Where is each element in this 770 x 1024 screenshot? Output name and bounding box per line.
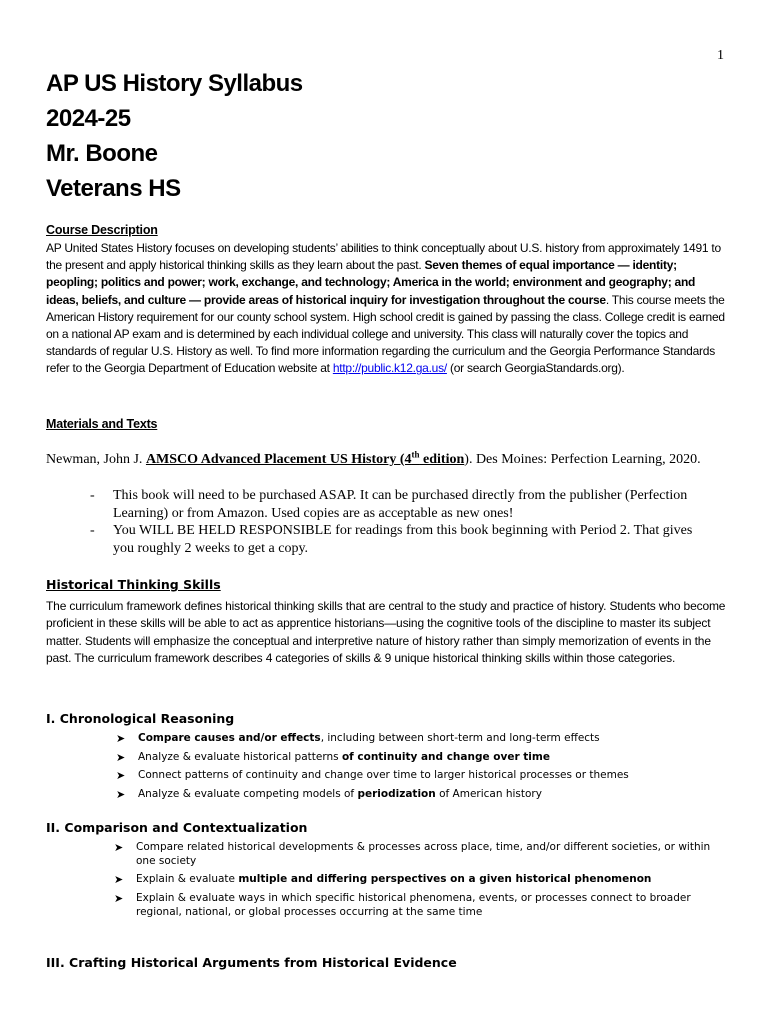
item-post: , including between short-term and long-term effects (320, 732, 600, 744)
materials-heading: Materials and Texts (46, 417, 158, 431)
course-description-themes: Seven themes of equal importance — identity; peopling; politics and power; work, exchange, and technology; America in the world; environment and geography; and ideas, beliefs, and culture — provide areas of historical inquiry for investigation throughout the course (46, 258, 696, 307)
arrow-bullet-icon: ➤ (116, 769, 126, 782)
item-pre: Compare related historical developments & processes across place, time, and/or different societies, or within one society (136, 841, 711, 867)
title-line-school: Veterans HS (46, 175, 181, 202)
materials-bullet-text: This book will need to be purchased ASAP. It can be purchased directly from the publisher (Perfection Learning) or from Amazon. Used copies are as acceptable as new ones! (113, 488, 688, 521)
item-text (136, 892, 724, 919)
materials-bullet-1 (90, 487, 710, 522)
georgia-doe-link[interactable]: http://public.k12.ga.us/ (332, 361, 447, 376)
section-2-item-2 (114, 873, 724, 887)
item-text (136, 873, 724, 887)
course-description-paragraph (46, 240, 728, 378)
item-pre: Analyze & evaluate competing models of (138, 788, 358, 800)
item-text (138, 732, 716, 746)
item-pre: Analyze & evaluate historical patterns (138, 751, 342, 763)
item-bold: Compare causes and/or effects (138, 732, 321, 744)
item-pre: Explain & evaluate ways in which specific historical phenomena, events, or processes connect to broader regional, national, or global processes occurring at the same time (136, 892, 691, 918)
book-title-end: edition (419, 452, 465, 467)
item-text (138, 751, 716, 765)
arrow-bullet-icon: ➤ (116, 788, 126, 801)
item-bold: periodization (357, 788, 436, 800)
section-3-heading: III. Crafting Historical Arguments from Historical Evidence (46, 955, 457, 970)
title-line-year: 2024-25 (46, 105, 131, 132)
section-1-item-2 (116, 751, 716, 765)
textbook-citation (46, 451, 736, 469)
section-2-heading: II. Comparison and Contextualization (46, 820, 308, 835)
materials-bullet-2 (90, 522, 710, 557)
item-post: of American history (435, 788, 542, 800)
section-1-heading: I. Chronological Reasoning (46, 711, 235, 726)
course-description-text-2: . This course meets the American History requirement for our county school system. High school credit is gained by passing the class. College credit is earned on a national AP exam and is determined by each individual college and university. This class will naturally cover the topics and standards of regular U.S. History as well. To find more information regarding the curriculum and the Georgia Performance Standards refer to the Georgia Department of Education website at (46, 292, 725, 376)
page-number: 1 (717, 48, 724, 63)
arrow-bullet-icon: ➤ (116, 732, 126, 745)
dash-marker: - (90, 523, 95, 538)
citation-author: Newman, John J. (46, 452, 146, 467)
arrow-bullet-icon: ➤ (114, 873, 124, 886)
citation-publisher: ). Des Moines: Perfection Learning, 2020. (464, 452, 701, 467)
section-1-item-4 (116, 788, 716, 802)
item-text (138, 788, 716, 802)
arrow-bullet-icon: ➤ (114, 841, 124, 854)
section-2-item-1 (114, 841, 724, 868)
arrow-bullet-icon: ➤ (116, 751, 126, 764)
item-bold: of continuity and change over time (341, 751, 550, 763)
item-pre: Connect patterns of continuity and change over time to larger historical processes or themes (138, 769, 629, 781)
section-1-item-3 (116, 769, 716, 783)
document-title (46, 66, 303, 206)
arrow-bullet-icon: ➤ (114, 892, 124, 905)
book-title-sup: th (411, 449, 420, 460)
title-line-teacher: Mr. Boone (46, 140, 158, 167)
item-text (138, 769, 716, 783)
historical-thinking-skills-paragraph: The curriculum framework defines historical thinking skills that are central to the study and practice of history. Students who become proficient in these skills will be able to act as apprentice historians—using the cognitive tools of the discipline to master its subject matter. Students will emphasize the conceptual and interpretive nature of history rather than simply memorization of events in the past. The curriculum framework describes 4 categories of skills & 9 unique historical thinking skills within those categories. (46, 599, 726, 666)
materials-bullet-text: You WILL BE HELD RESPONSIBLE for readings from this book beginning with Period 2. That gives you roughly 2 weeks to get a copy. (113, 523, 693, 556)
item-bold: multiple and differing perspectives on a given historical phenomenon (238, 873, 652, 885)
course-description-heading: Course Description (46, 223, 158, 237)
item-pre: Explain & evaluate (136, 873, 239, 885)
historical-thinking-skills-heading: Historical Thinking Skills (46, 577, 221, 592)
section-1-item-1 (116, 732, 716, 746)
dash-marker: - (90, 488, 95, 503)
citation-book-title (145, 449, 465, 467)
section-2-item-3 (114, 892, 724, 919)
book-title-text: AMSCO Advanced Placement US History (4 (145, 452, 412, 467)
item-text (136, 841, 724, 868)
title-line-course: AP US History Syllabus (46, 70, 303, 97)
course-description-text-3: (or search GeorgiaStandards.org). (446, 361, 625, 376)
course-description-text-1: AP United States History focuses on developing students’ abilities to think conceptually about U.S. history from approximately 1491 to the present and apply historical thinking skills as they learn about the past. (46, 241, 721, 273)
